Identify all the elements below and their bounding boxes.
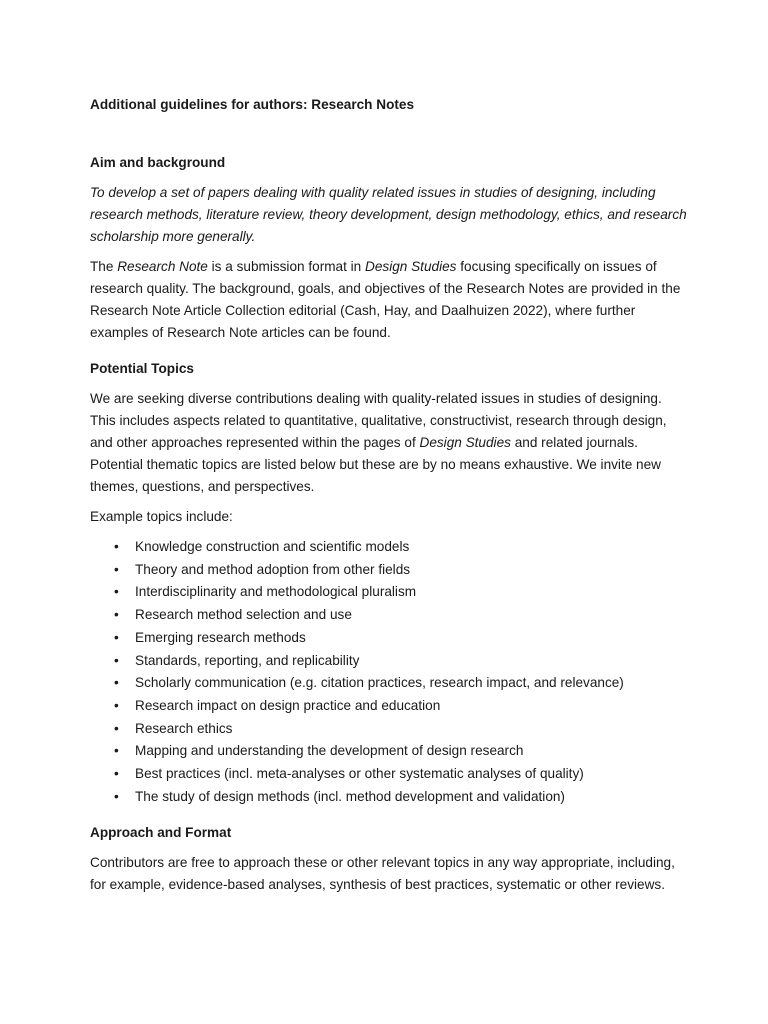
bullet-icon: •	[114, 766, 119, 782]
topics-intro-paragraph	[90, 388, 688, 498]
topic-list-item	[90, 695, 688, 718]
italic-term-design-studies: Design Studies	[365, 259, 457, 274]
bullet-icon: •	[114, 607, 119, 623]
topic-text: Research impact on design practice and education	[135, 697, 441, 713]
bullet-icon: •	[114, 675, 119, 691]
bullet-icon: •	[114, 629, 119, 645]
topic-text: Theory and method adoption from other fields	[135, 561, 411, 577]
italic-term-research-note: Research Note	[117, 259, 208, 274]
bullet-icon: •	[114, 539, 119, 554]
topic-list-item	[90, 559, 688, 582]
italic-term-design-studies: Design Studies	[419, 435, 511, 450]
bullet-icon: •	[114, 584, 119, 600]
topic-text: Emerging research methods	[135, 629, 306, 645]
section-heading-approach: Approach and Format	[90, 825, 232, 841]
topic-text: Mapping and understanding the development of design research	[135, 743, 524, 759]
topic-list-item	[90, 627, 688, 650]
section-heading-topics: Potential Topics	[90, 361, 194, 376]
text-span: The	[90, 259, 118, 274]
topic-text: Best practices (incl. meta-analyses or other systematic analyses of quality)	[135, 766, 584, 782]
bullet-icon: •	[114, 652, 119, 668]
topic-list-item	[90, 650, 688, 673]
topic-text: Interdisciplinarity and methodological pluralism	[135, 584, 417, 600]
topic-text: Research ethics	[135, 720, 233, 736]
text-span: and related journals. Potential thematic topics are listed below but these are by no means exhaustive. We invite new themes, questions, and perspectives.	[90, 435, 661, 494]
topic-text: The study of design methods (incl. method development and validation)	[135, 788, 565, 804]
topic-list-item	[90, 672, 688, 695]
text-span: We are seeking diverse contributions dealing with quality-related issues in studies of designing. This includes aspects related to quantitative, qualitative, constructivist, research through design, and other approaches represented within the pages of	[90, 391, 667, 450]
bullet-icon: •	[114, 788, 119, 804]
topic-list-item	[90, 763, 688, 786]
topics-list-intro: Example topics include:	[90, 509, 233, 524]
document-title: Additional guidelines for authors: Research Notes	[90, 97, 415, 112]
aim-intro-paragraph: To develop a set of papers dealing with quality related issues in studies of designing, including research methods, literature review, theory development, design methodology, ethics, and research scholarship more generally.	[90, 185, 687, 244]
bullet-icon: •	[114, 561, 119, 577]
approach-paragraph: Contributors are free to approach these or other relevant topics in any way appropriate, including, for example, evidence-based analyses, synthesis of best practices, systematic or other reviews.	[90, 855, 675, 893]
text-span: is a submission format in	[207, 259, 366, 274]
bullet-icon: •	[114, 720, 119, 736]
topic-text: Research method selection and use	[135, 607, 352, 623]
topic-list-item	[90, 740, 688, 763]
topic-text: Scholarly communication (e.g. citation practices, research impact, and relevance)	[135, 675, 624, 691]
topic-text: Knowledge construction and scientific models	[135, 539, 410, 554]
topic-list-item	[90, 786, 688, 809]
topic-list-item	[90, 718, 688, 741]
topic-list-item	[90, 536, 688, 559]
text-span: focusing specifically on issues of research quality. The background, goals, and objectives of the Research Notes are provided in the Research Note Article Collection editorial (Cash, Hay, and Daalhuizen 2022), where further examples of Research Note articles can be found.	[90, 259, 681, 340]
topic-list-item	[90, 581, 688, 604]
section-heading-aim: Aim and background	[90, 155, 226, 170]
bullet-icon: •	[114, 743, 119, 759]
topics-list	[90, 536, 688, 808]
topic-list-item	[90, 604, 688, 627]
aim-paragraph-research-note	[90, 256, 688, 344]
bullet-icon: •	[114, 697, 119, 713]
topic-text: Standards, reporting, and replicability	[135, 652, 360, 668]
